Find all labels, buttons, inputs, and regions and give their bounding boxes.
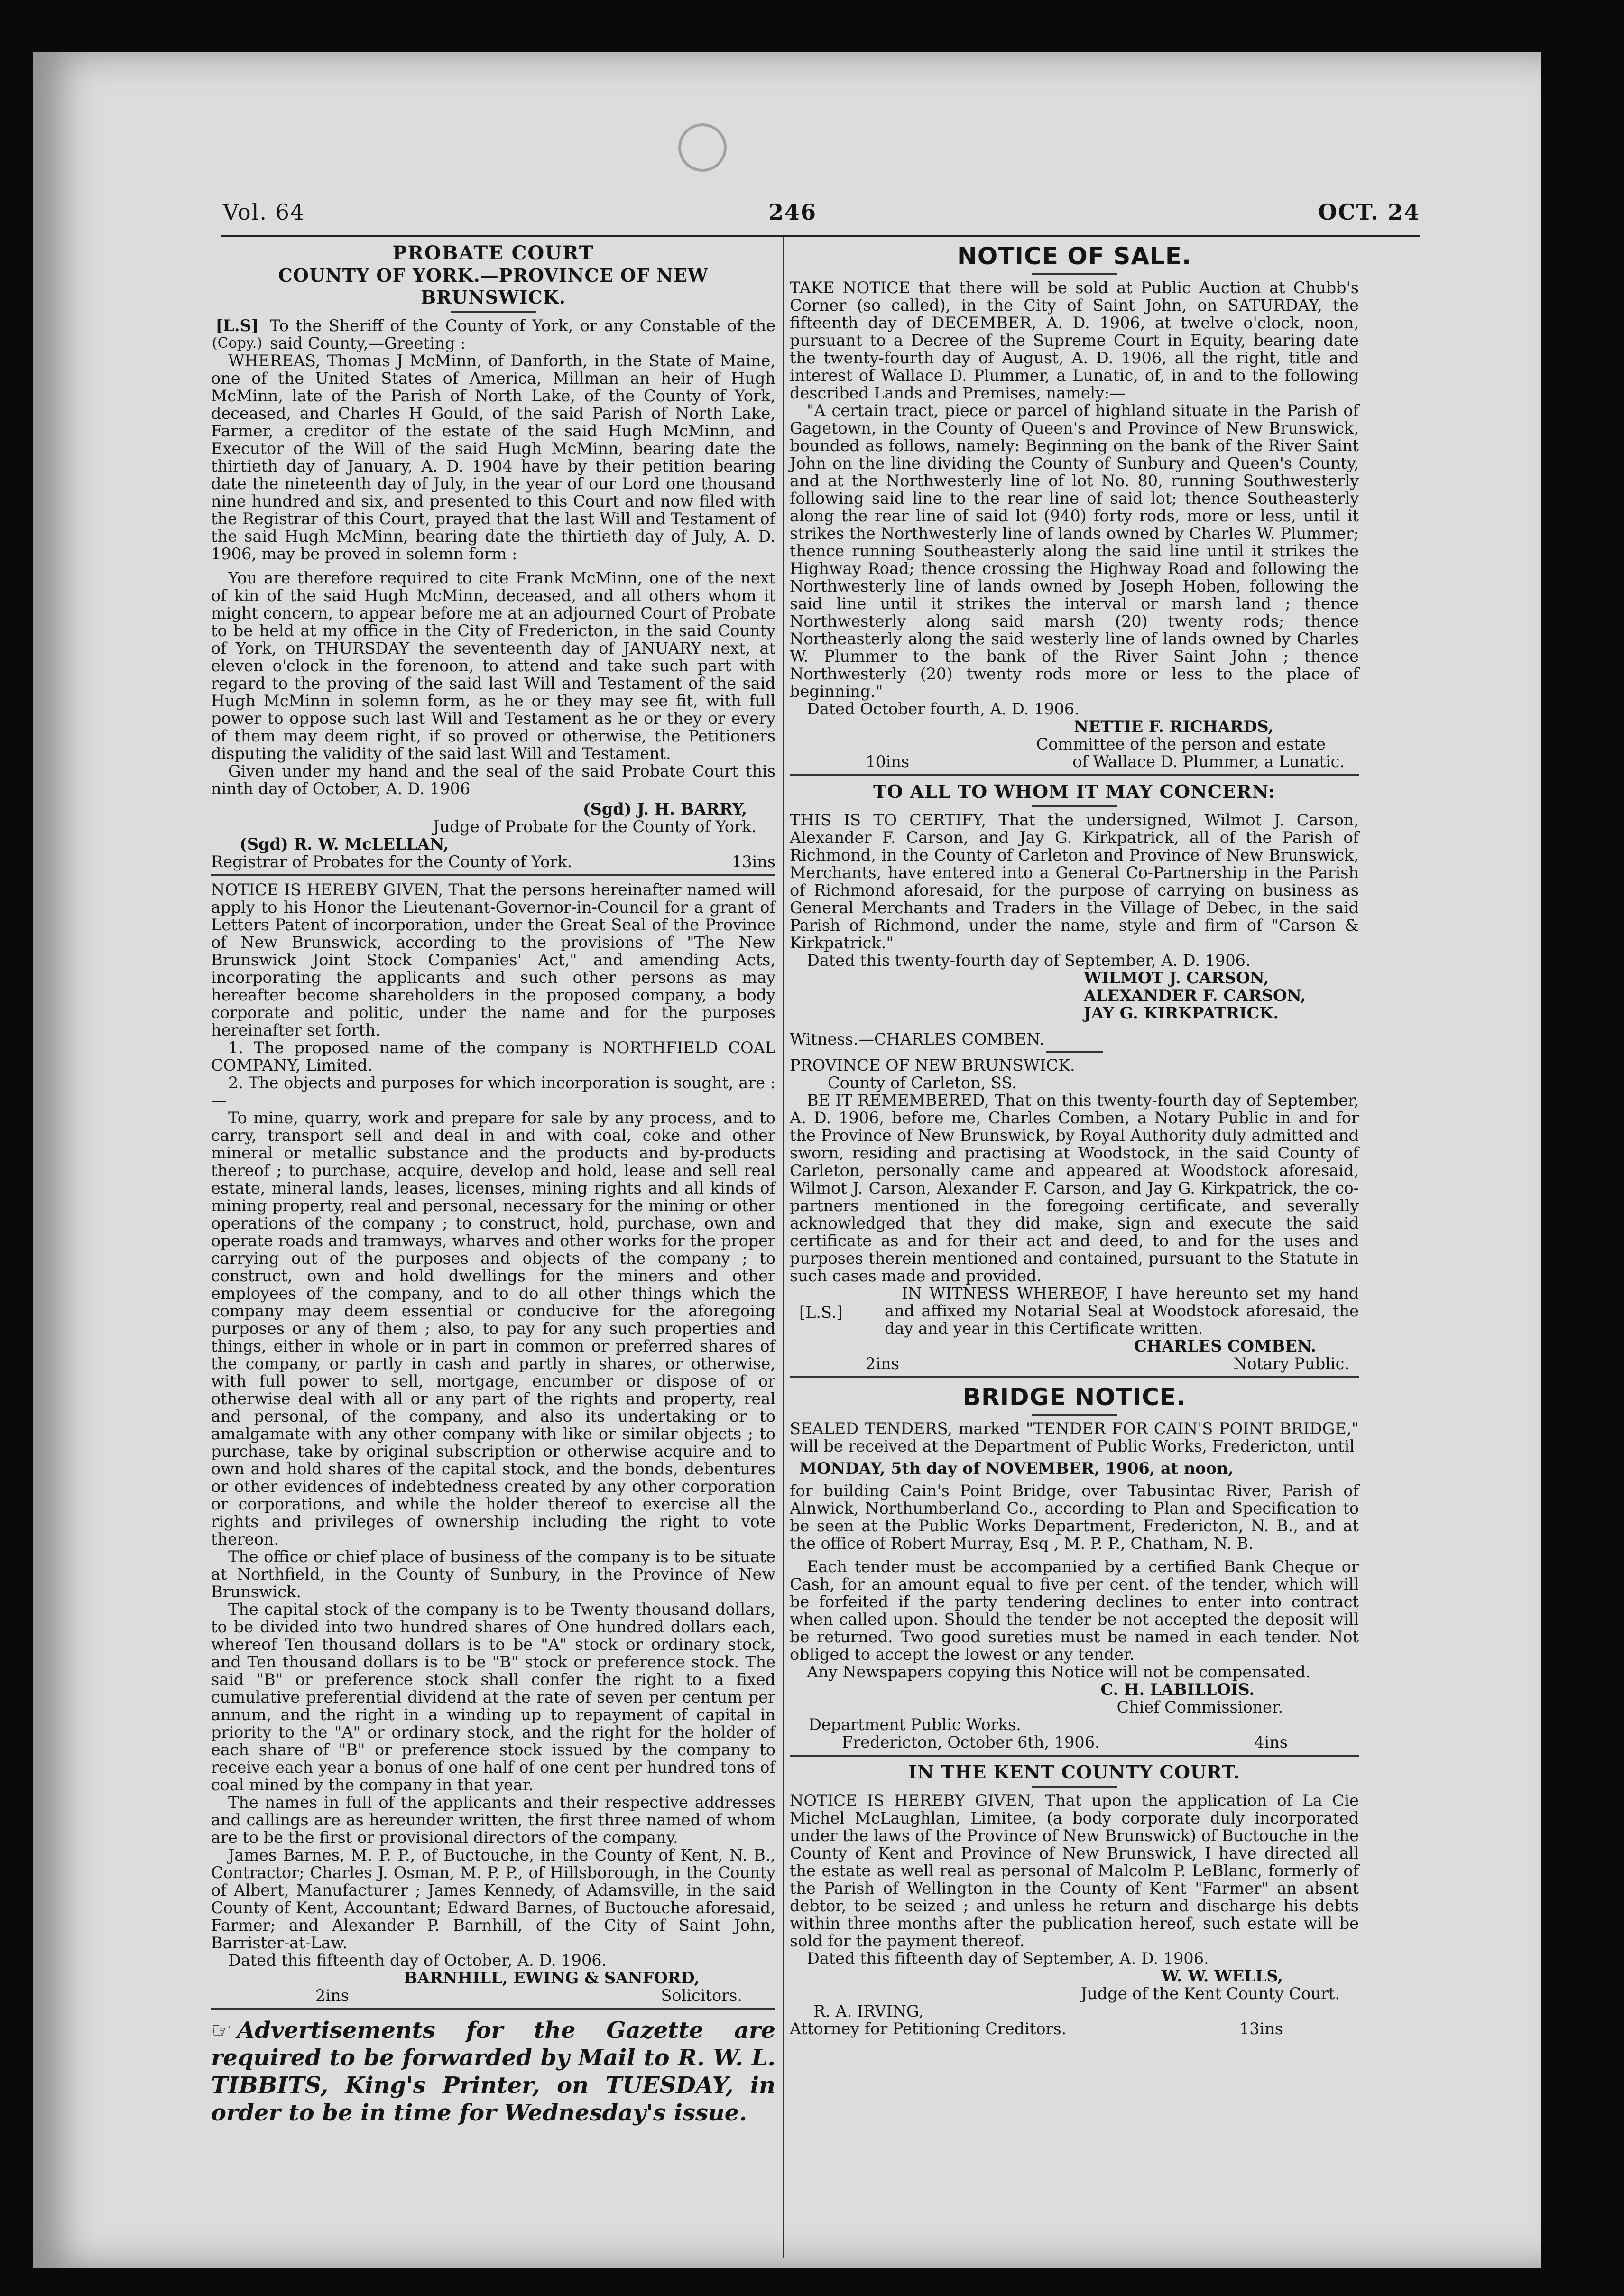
insertion-count: 2ins xyxy=(866,1354,899,1373)
signature-solicitors: BARNHILL, EWING & SANFORD, xyxy=(404,1969,700,1987)
notary-seal-label: [L.S.] xyxy=(799,1303,843,1322)
insertion-count: 2ins xyxy=(315,1986,349,2005)
signature-notary-title: Notary Public. xyxy=(1233,1354,1349,1373)
northfield-paragraph-4: To mine, quarry, work and prepare for sale by any process, and to carry, transport sell and deal in and with coal, coke and other mineral or metallic substance and the products and by-products thereof ; to purchase, acquire, develop and hold, lease and sell real estate, mineral lands, leases, licenses, mining rights and all kinds of mining property, real and personal, necessary for the mining or other operations of the company ; to construct, hold, purchase, own and operate roads and tramways, wharves and other works for the proper carrying out of the purposes and objects of the company ; to construct, own and hold dwellings for the miners and other employees of the company, and to do all other things which the company may deem essential or conducive for the aforegoing purposes or any of them ; also, to pay for any such properties and things, either in whole or in part in common or preferred shares of the company, or partly in cash and partly in shares, or otherwise, with full power to sell, mortgage, encumber or dispose of or otherwise deal with all or any part of the rights and property, real and personal, of the company, and also its undertaking or to amalgamate with any other company with like or similar objects ; to purchase, take by original subscription or otherwise acquire and to own and hold shares of the capital stock, and the bonds, debentures or other evidences of indebtedness created by any other corporation or corporations, and while the holder thereof to exercise all the rights and privileges of ownership including the right to vote thereon. xyxy=(211,1109,775,1548)
bridge-place-line xyxy=(790,1733,1359,1751)
concern-paragraph-1: THIS IS TO CERTIFY, That the undersigned, Wilmot J. Carson, Alexander F. Carson, and Jay G. Kirkpatrick, all of the Parish of Richmond, in the County of Carleton and Province of New Brunswick, Merchants, have entered into a General Co-Partnership in the Parish of Richmond aforesaid, for the purpose of carrying on business as General Merchants and Traders in the Village of Debec, in the said Parish of Richmond, under the name, style and firm of "Carson & Kirkpatrick." xyxy=(790,811,1359,952)
advert-text: Advertisements for the Gazette are required to be forwarded by Mail to R. W. L. TIBBITS, King's Printer, on TUESDAY, in order to be in time for Wednesday's issue. xyxy=(211,2017,775,2126)
divider xyxy=(1046,1051,1103,1053)
witness-line: Witness.—CHARLES COMBEN. xyxy=(790,1030,1044,1048)
divider xyxy=(451,311,536,313)
signature-notary: CHARLES COMBEN. xyxy=(1134,1337,1316,1355)
section-rule xyxy=(211,874,775,876)
bridge-paragraph-1: SEALED TENDERS, marked "TENDER FOR CAIN'S POINT BRIDGE," will be received at the Department of Public Works, Fredericton, until xyxy=(790,1419,1359,1455)
section-rule xyxy=(211,2008,775,2010)
kent-dated: Dated this fifteenth day of September, A. D. 1906. xyxy=(807,1949,1209,1968)
concern-dated: Dated this twenty-fourth day of September, A. D. 1906. xyxy=(807,951,1251,970)
insertion-count: 10ins xyxy=(866,752,910,771)
northfield-paragraph-7: The names in full of the applicants and their respective addresses and callings are as hereunder written, the first three named of whom are to be the first or provisional directors of the company. xyxy=(211,1793,775,1847)
registrar-line xyxy=(211,853,775,870)
signature-richards-title-1: Committee of the person and estate xyxy=(1036,735,1326,753)
northfield-paragraph-1: NOTICE IS HEREBY GIVEN, That the persons hereinafter named will apply to his Honor the Lieutenant-Governor-in-Council for a grant of Letters Patent of incorporation, under the Great Seal of the Province of New Brunswick, according to the provisions of "The New Brunswick Joint Stock Companies' Act," and amending Acts, incorporating the applicants and such other persons as may hereafter become shareholders in the proposed company, a body corporate and politic, under the name and for the purposes hereinafter set forth. xyxy=(211,880,775,1039)
signature-registrar-title: Registrar of Probates for the County of York. xyxy=(211,852,572,871)
probate-address: To the Sheriff of the County of York, or any Constable of the said County,—Greeting : xyxy=(270,316,775,352)
partner-names xyxy=(790,969,1359,1022)
insertion-count: 13ins xyxy=(731,852,775,871)
partner-name: ALEXANDER F. CARSON, xyxy=(1084,986,1306,1005)
header-rule xyxy=(221,235,1420,237)
page-header xyxy=(223,199,1420,232)
partner-name: JAY G. KIRKPATRICK. xyxy=(1084,1004,1279,1022)
northfield-paragraph-2: 1. The proposed name of the company is NORTHFIELD COAL COMPANY, Limited. xyxy=(211,1038,775,1074)
province-line: PROVINCE OF NEW BRUNSWICK. xyxy=(790,1056,1075,1074)
signature-commissioner-title: Chief Commissioner. xyxy=(1116,1698,1283,1716)
notarial-block xyxy=(790,1285,1359,1337)
signature-richards: NETTIE F. RICHARDS, xyxy=(1074,717,1273,736)
probate-subtitle: COUNTY OF YORK.—PROVINCE OF NEW BRUNSWICK. xyxy=(278,265,709,308)
county-line: County of Carleton, SS. xyxy=(828,1074,1017,1092)
signature-kent-judge: W. W. WELLS, xyxy=(1161,1967,1283,1985)
bridge-title: BRIDGE NOTICE. xyxy=(962,1383,1186,1411)
solicitors-line xyxy=(211,1987,775,2004)
notary-line xyxy=(790,1355,1359,1372)
northfield-paragraph-6: The capital stock of the company is to be Twenty thousand dollars, to be divided into two hundred shares of One hundred dollars each, whereof Ten thousand dollars is to be "A" stock or ordinary stock, and Ten thousand dollars is to be "B" stock or preference stock. The said "B" or preference stock shall confer the right to a fixed cumulative preferential dividend at the rate of seven per centum per annum, and the right in a winding up to repayment of capital in priority to the "A" or ordinary stock, and the right for the holder of each share of "B" or preference stock issued by the company to receive each year a bonus of one half of one cent per hundred tons of coal mined by the company in that year. xyxy=(211,1600,775,1794)
bridge-date-line: MONDAY, 5th day of NOVEMBER, 1906, at noon, xyxy=(799,1459,1234,1478)
signature-solicitors-title: Solicitors. xyxy=(661,1986,742,2005)
divider xyxy=(1032,1786,1117,1788)
kent-paragraph-1: NOTICE IS HEREBY GIVEN, That upon the application of La Cie Michel McLaughlan, Limitee, (a body corporate duly incorporated under the laws of the Province of New Brunswick) of Buctouche in the County of Kent and Province of New Brunswick, I have directed all the estate as well real as personal of Malcolm P. LeBlanc, formerly of the Parish of Wellington in the County of Kent "Farmer" an absent debtor, to be seized ; and unless he return and discharge his debts within three months after the publication hereof, such estate will be sold for the payment thereof. xyxy=(790,1791,1359,1950)
section-rule xyxy=(790,1376,1359,1378)
richards-line xyxy=(790,753,1359,770)
northfield-paragraph-8: James Barnes, M. P. P., of Buctouche, in the County of Kent, N. B., Contractor; Charles J. Osman, M. P. P., of Hillsborough, in the County of Albert, Manufacturer ; James Kennedy, of Adamsville, in the said County of Kent, Accountant; Edward Barnes, of Buctouche aforesaid, Farmer; and Alexander P. Barnhill, of the City of Saint John, Barrister-at-Law. xyxy=(211,1846,775,1952)
northfield-paragraph-3: 2. The objects and purposes for which incorporation is sought, are :— xyxy=(211,1074,775,1110)
signature-kent-judge-title: Judge of the Kent County Court. xyxy=(1080,1984,1340,2003)
attorney-title: Attorney for Petitioning Creditors. xyxy=(790,2019,1067,2038)
insertion-count: 13ins xyxy=(1239,2019,1283,2038)
page-number: 246 xyxy=(768,199,817,225)
northfield-paragraph-5: The office or chief place of business of the company is to be situate at Northfield, in the County of Sunbury, in the Province of New Brunswick. xyxy=(211,1547,775,1601)
concern-paragraph-3: IN WITNESS WHEREOF, I have hereunto set my hand and affixed my Notarial Seal at Woodstock aforesaid, the day and year in this Certificate written. xyxy=(885,1284,1359,1338)
bridge-notice xyxy=(790,1383,1359,1751)
probate-court-notice xyxy=(211,242,775,870)
probate-paragraph-3: Given under my hand and the seal of the said Probate Court this ninth day of October, A. D. 1906 xyxy=(211,762,775,798)
divider xyxy=(1032,805,1117,807)
probate-paragraph-1: WHEREAS, Thomas J McMinn, of Danforth, in the State of Maine, one of the United States of America, Millman an heir of Hugh McMinn, late of the Parish of North Lake, of the County of York, deceased, and Charles H Gould, of the said Parish of North Lake, Farmer, a creditor of the estate of the said Hugh McMinn, and Executor of the Will of the said Hugh McMinn, bearing date the thirtieth day of January, A. D. 1904 have by their petition bearing date the nineteenth day of July, in the year of our Lord one thousand nine hundred and six, and presented to this Court and now filed with the Registrar of this Court, prayed that the last Will and Testament of the said Hugh McMinn, bearing date the thirtieth day of July, A. D. 1906, may be proved in solemn form : xyxy=(211,352,775,563)
sale-paragraph-1: TAKE NOTICE that there will be sold at Public Auction at Chubb's Corner (so called), in the City of Saint John, on SATURDAY, the fifteenth day of DECEMBER, A. D. 1906, at twelve o'clock, noon, pursuant to a Decree of the Supreme Court in Equity, bearing date the twenty-fourth day of August, A. D. 1906, all the right, title and interest of Wallace D. Plummer, a Lunatic, of, in and to the following described Lands and Premises, namely:— xyxy=(790,278,1359,402)
bridge-paragraph-4: Any Newspapers copying this Notice will not be compensated. xyxy=(807,1663,1311,1681)
signature-registrar: (Sgd) R. W. McLELLAN, xyxy=(240,835,449,853)
northfield-coal-notice xyxy=(211,881,775,2004)
bridge-department: Department Public Works. xyxy=(809,1715,1021,1734)
concern-paragraph-2: BE IT REMEMBERED, That on this twenty-fourth day of September, A. D. 1906, before me, Charles Comben, a Notary Public in and for the Province of New Brunswick, by Royal Authority duly admitted and sworn, residing and practising at Woodstock, in the said County of Carleton, personally came and appeared at Woodstock aforesaid, Wilmot J. Carson, Alexander F. Carson, and Jay G. Kirkpatrick, the co-partners mentioned in the foregoing certificate, and severally acknowledged that they did make, sign and execute the said certificate as and for their act and deed, to and for the uses and purposes therein mentioned and contained, pursuant to the Statute in such cases made and provided. xyxy=(790,1091,1359,1285)
column-divider xyxy=(783,237,784,2258)
divider xyxy=(1032,1414,1117,1416)
probate-title: PROBATE COURT xyxy=(392,242,594,264)
issue-date: OCT. 24 xyxy=(1318,199,1420,225)
bridge-place-date: Fredericton, October 6th, 1906. xyxy=(842,1733,1100,1751)
section-rule xyxy=(790,1755,1359,1757)
seal-label: [L.S] xyxy=(215,316,259,335)
kent-title: IN THE KENT COUNTY COURT. xyxy=(908,1761,1240,1783)
insertion-count: 4ins xyxy=(1254,1733,1288,1751)
page-curl-mark xyxy=(678,123,727,172)
attorney-line xyxy=(790,2020,1359,2037)
right-column xyxy=(790,242,1359,2037)
concern-title: TO ALL TO WHOM IT MAY CONCERN: xyxy=(873,781,1275,802)
pointing-hand-icon: ☞ xyxy=(211,2017,232,2044)
volume-label: Vol. 64 xyxy=(223,199,305,225)
bridge-paragraph-2: for building Cain's Point Bridge, over Tabusintac River, Parish of Alnwick, Northumberland Co., according to Plan and Specification to be seen at the Public Works Department, Fredericton, N. B., and at the office of Robert Murray, Esq , M. P. P., Chatham, N. B. xyxy=(790,1481,1359,1553)
partner-name: WILMOT J. CARSON, xyxy=(1084,969,1269,987)
signature-richards-title-2: of Wallace D. Plummer, a Lunatic. xyxy=(1072,752,1345,771)
bridge-paragraph-3: Each tender must be accompanied by a certified Bank Cheque or Cash, for an amount equal to five per cent. of the tender, which will be forfeited if the party tendering declines to enter into contract when called upon. Should the tender be not accepted the deposit will be returned. Two good sureties must be named in each tender. Not obliged to accept the lowest or any tender. xyxy=(790,1557,1359,1664)
notice-of-sale xyxy=(790,242,1359,770)
sale-title: NOTICE OF SALE. xyxy=(957,242,1192,270)
sale-dated: Dated October fourth, A. D. 1906. xyxy=(807,700,1080,718)
attorney-name: R. A. IRVING, xyxy=(813,2002,924,2020)
kent-county-court-notice xyxy=(790,1761,1359,2037)
left-column xyxy=(211,242,775,2127)
seal-block xyxy=(211,317,263,352)
probate-paragraph-2: You are therefore required to cite Frank McMinn, one of the next of kin of the said Hugh McMinn, deceased, and all others whom it might concern, to appear before me at an adjourned Court of Probate to be held at my office in the City of Fredericton, in the said County of York, on THURSDAY the seventeenth day of JANUARY next, at eleven o'clock in the forenoon, to attend and take such part with regard to the proving of the said last Will and Testament of the said Hugh McMinn in solemn form, as he or they may see fit, with full power to oppose such last Will and Testament as he or they or every of them may deem right, if so proved or otherwise, the Petitioners disputing the validity of the said last Will and Testament. xyxy=(211,569,775,763)
probate-address-block xyxy=(211,317,775,352)
copy-label: (Copy.) xyxy=(212,335,263,352)
northfield-dated: Dated this fifteenth day of October, A. D. 1906. xyxy=(228,1951,607,1970)
signature-commissioner: C. H. LABILLOIS. xyxy=(1100,1680,1255,1699)
signature-judge: (Sgd) J. H. BARRY, xyxy=(582,800,747,818)
divider xyxy=(1032,273,1117,275)
section-rule xyxy=(790,774,1359,776)
signature-judge-title: Judge of Probate for the County of York. xyxy=(433,817,757,836)
gazette-advert-notice xyxy=(211,2017,775,2127)
partnership-certificate xyxy=(790,781,1359,1372)
sale-paragraph-2: "A certain tract, piece or parcel of highland situate in the Parish of Gagetown, in the County of Queen's and Province of New Brunswick, bounded as follows, namely: Beginning on the bank of the River Saint John on the line dividing the County of Sunbury and Queen's County, and at the Northwesterly line of lot No. 80, running Southwesterly following said line to the rear line of said lot; thence Southeasterly along the rear line of said lot (940) forty rods, more or less, until it strikes the Northwesterly line of lands owned by Charles W. Plummer; thence running Southeasterly along the said line until it strikes the Highway Road; thence crossing the Highway Road and following the Northwesterly line of lands owned by Joseph Hoben, following the said line until it strikes the interval or marsh land ; thence Northwesterly along said marsh (20) twenty rods; thence Northeasterly along the said westerly line of lands owned by Charles W. Plummer to the bank of the River Saint John ; thence Northwesterly (20) twenty rods more or less to the place of beginning." xyxy=(790,401,1359,701)
